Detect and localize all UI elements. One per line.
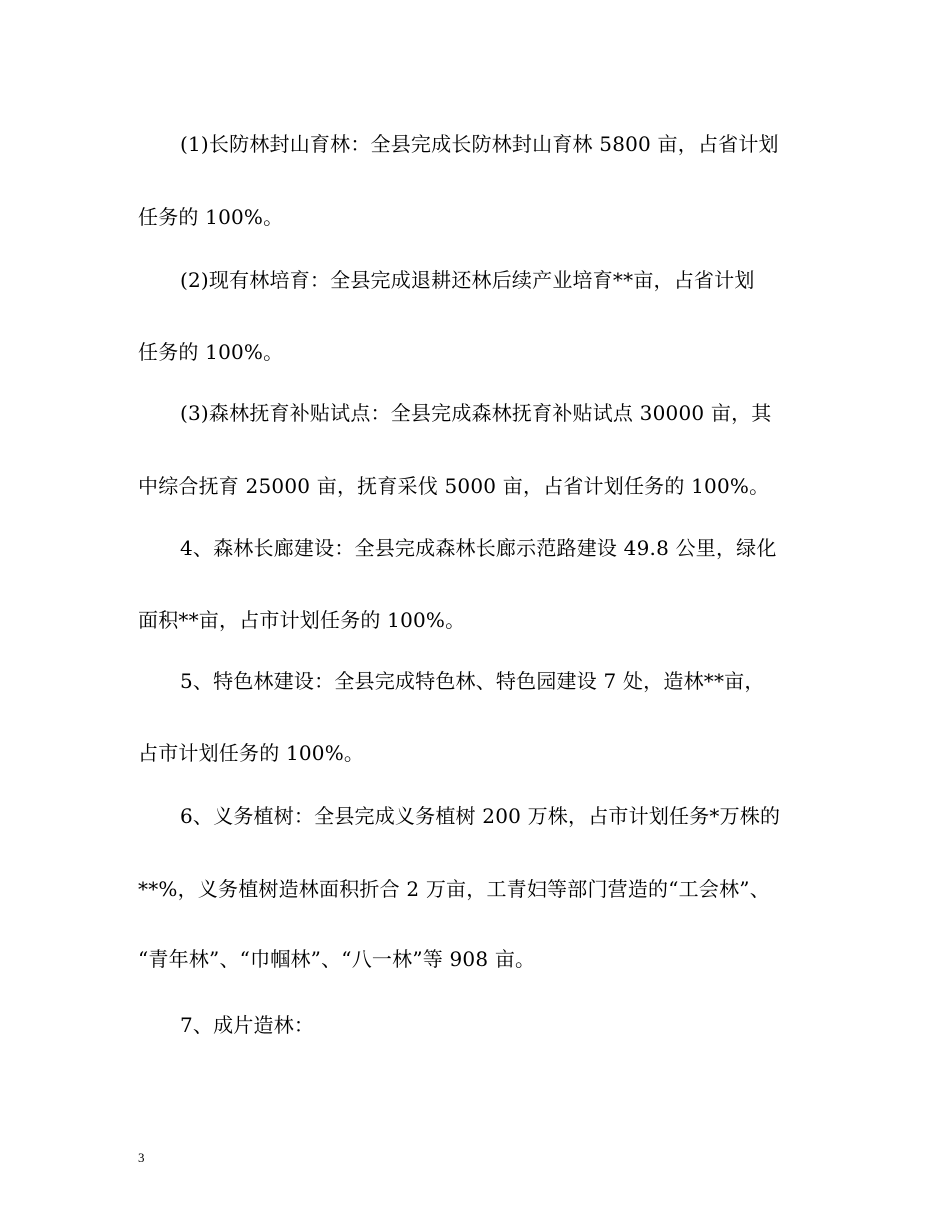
paragraph-line-14: 7、成片造林： xyxy=(180,1013,315,1037)
paragraph-line-13: “青年林”、“巾帼林”、“八一林”等 908 亩。 xyxy=(138,947,536,971)
paragraph-line-1: (1)长防林封山育林：全县完成长防林封山育林 5800 亩，占省计划 xyxy=(180,132,779,156)
paragraph-line-12: **%，义务植树造林面积折合 2 万亩，工青妇等部门营造的“工会林”、 xyxy=(138,877,770,901)
paragraph-line-6: 中综合抚育 25000 亩，抚育采伐 5000 亩，占省计划任务的 100%。 xyxy=(138,474,770,498)
paragraph-line-9: 5、特色林建设：全县完成特色林、特色园建设 7 处，造林**亩， xyxy=(180,669,765,693)
paragraph-line-3: (2)现有林培育：全县完成退耕还林后续产业培育**亩，占省计划 xyxy=(180,268,755,292)
page-number: 3 xyxy=(138,1150,145,1165)
paragraph-line-5: (3)森林抚育补贴试点：全县完成森林抚育补贴试点 30000 亩，其 xyxy=(180,401,772,425)
paragraph-line-10: 占市计划任务的 100%。 xyxy=(138,741,365,765)
paragraph-line-4: 任务的 100%。 xyxy=(138,340,284,364)
paragraph-line-8: 面积**亩，占市计划任务的 100%。 xyxy=(138,608,466,632)
paragraph-line-7: 4、森林长廊建设：全县完成森林长廊示范路建设 49.8 公里，绿化 xyxy=(180,536,777,560)
paragraph-line-2: 任务的 100%。 xyxy=(138,205,284,229)
paragraph-line-11: 6、义务植树：全县完成义务植树 200 万株，占市计划任务*万株的 xyxy=(180,804,781,828)
